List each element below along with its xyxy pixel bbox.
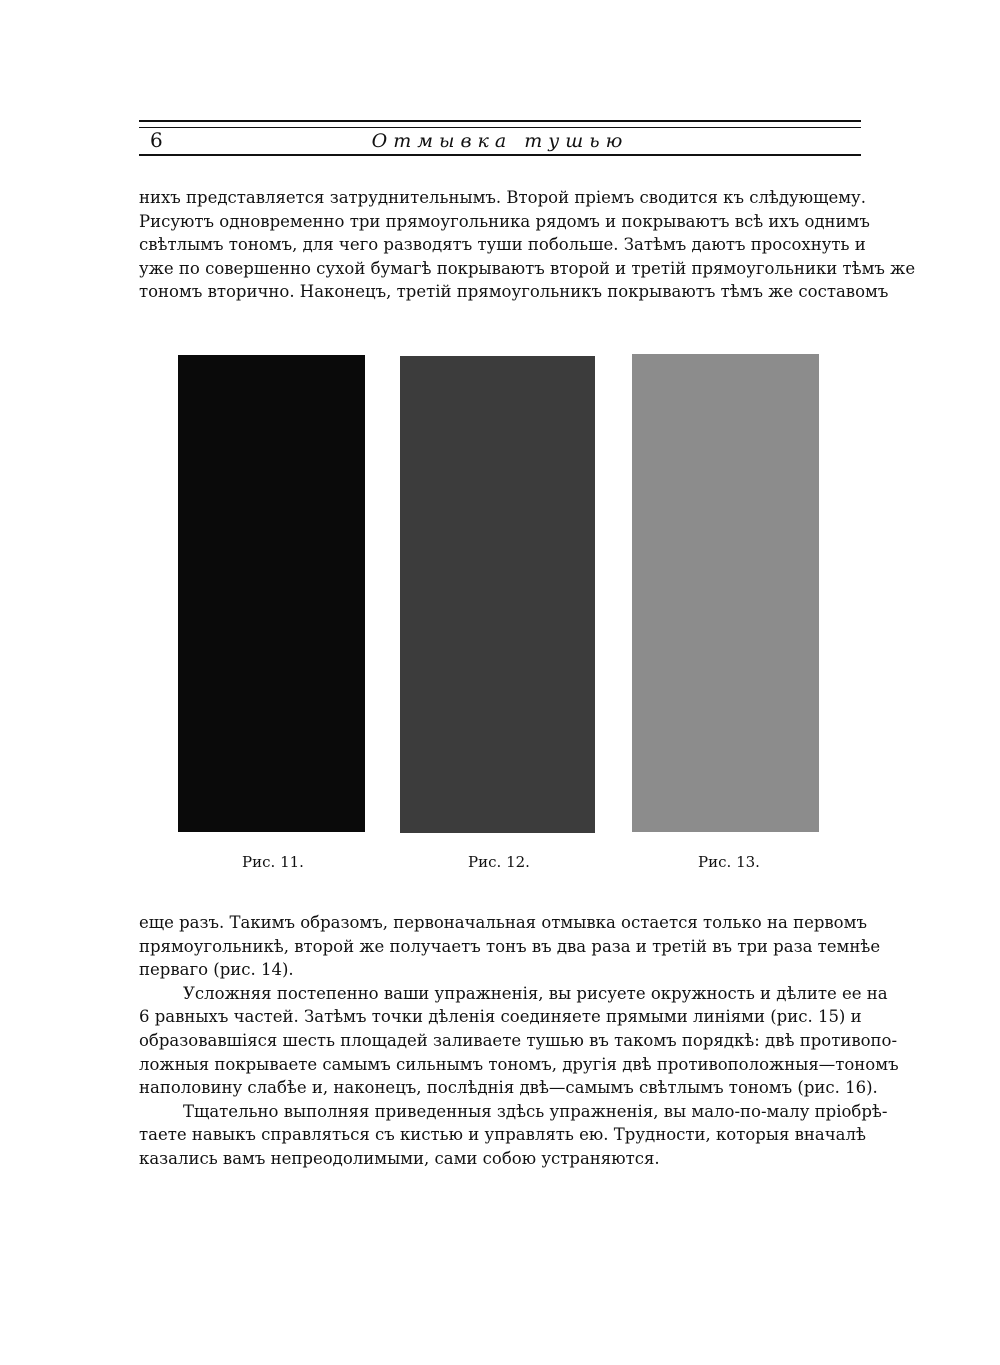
text-line: Рисуютъ одновременно три прямоугольника рядомъ и покрываютъ всѣ ихъ однимъ (139, 211, 870, 231)
figure-11-caption: Рис. 11. (242, 853, 304, 871)
figure-12-caption: Рис. 12. (468, 853, 530, 871)
paragraphs-bottom (139, 911, 899, 1171)
text-line: 6 равныхъ частей. Затѣмъ точки дѣленія соединяете прямыми линіями (рис. 15) и (139, 1007, 862, 1027)
text-line: перваго (рис. 14). (139, 960, 294, 980)
text-line: ложныя покрываете самымъ сильнымъ тономъ, другія двѣ противоположныя—тономъ (139, 1054, 899, 1074)
text-line: Усложняя постепенно ваши упражненія, вы рисуете окружность и дѣлите ее на (183, 983, 888, 1003)
text-line: таете навыкъ справляться съ кистью и управлять ею. Трудности, которыя вначалѣ (139, 1125, 866, 1145)
text-line: Тщательно выполняя приведенныя здѣсь упражненія, вы мало-по-малу пріобрѣ- (183, 1101, 888, 1121)
header-rule-bottom (139, 154, 861, 156)
text-line: уже по совершенно сухой бумагѣ покрываютъ второй и третій прямоугольники тѣмъ же (139, 258, 916, 278)
text-line: казались вамъ непреодолимыми, сами собою устраняются. (139, 1148, 660, 1168)
text-line: образовавшіяся шесть площадей заливаете тушью въ такомъ порядкѣ: двѣ противопо- (139, 1030, 898, 1050)
text-line: тономъ вторично. Наконецъ, третій прямоугольникъ покрываютъ тѣмъ же составомъ (139, 282, 889, 302)
paragraph-top (139, 186, 916, 304)
figure-11-wash-swatch (178, 355, 365, 832)
text-line: прямоугольникѣ, второй же получаетъ тонъ въ два раза и третій въ три раза темнѣе (139, 936, 881, 956)
figure-12-wash-swatch (400, 356, 595, 833)
header-rule-top (139, 120, 861, 122)
text-line: нихъ представляется затруднительнымъ. Второй пріемъ сводится къ слѣдующему. (139, 188, 866, 207)
text-line: наполовину слабѣе и, наконецъ, послѣднія двѣ—самымъ свѣтлымъ тономъ (рис. 16). (139, 1078, 878, 1098)
running-title: Отмывка тушью (371, 130, 629, 152)
header-rule-top-thin (139, 127, 861, 128)
page-number: 6 (150, 128, 163, 152)
text-line: свѣтлымъ тономъ, для чего разводятъ туши побольше. Затѣмъ даютъ просохнуть и (139, 235, 866, 255)
text-line: еще разъ. Такимъ образомъ, первоначальная отмывка остается только на первомъ (139, 913, 867, 932)
figure-13-caption: Рис. 13. (698, 853, 760, 871)
figure-13-wash-swatch (632, 354, 819, 832)
